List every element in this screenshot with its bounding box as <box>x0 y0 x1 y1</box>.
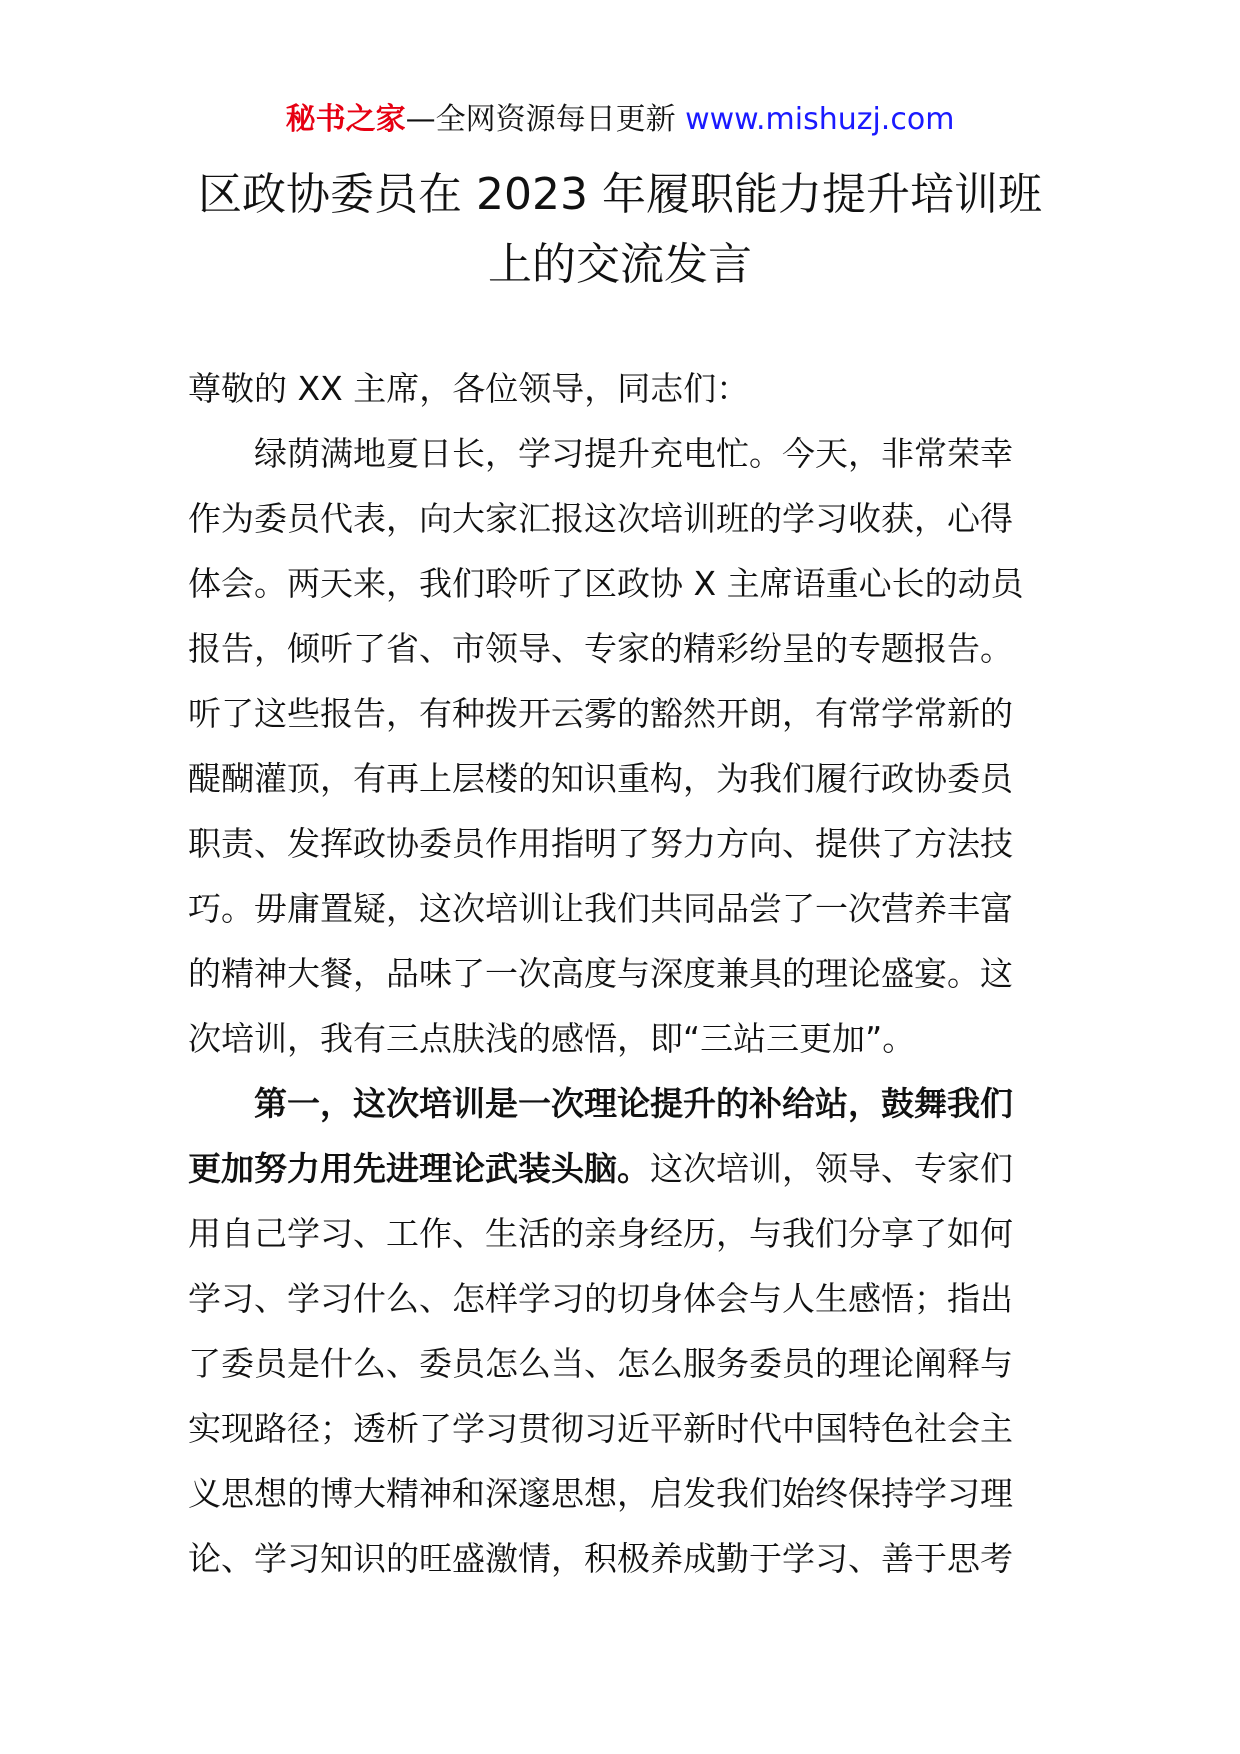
brand-name: 秘书之家 <box>285 102 406 137</box>
paragraph-line: 职责、发挥政协委员作用指明了努力方向、提供了方法技 <box>188 824 1013 863</box>
paragraph-line: 绿荫满地夏日长，学习提升充电忙。今天，非常荣幸 <box>254 434 1013 473</box>
paragraph-line: 体会。两天来，我们聆听了区政协 X 主席语重心长的动员 <box>188 564 1024 603</box>
salutation-line: 尊敬的 XX 主席，各位领导，同志们： <box>188 369 750 408</box>
document-title <box>150 160 1090 300</box>
paragraph-1 <box>188 421 1058 1071</box>
site-header <box>0 100 1240 140</box>
paragraph-line: 用自己学习、工作、生活的亲身经历，与我们分享了如何 <box>188 1214 1013 1253</box>
paragraph-2 <box>188 1071 1058 1591</box>
paragraph-line: 义思想的博大精神和深邃思想，启发我们始终保持学习理 <box>188 1474 1013 1513</box>
paragraph-line: 实现路径；透析了学习贯彻习近平新时代中国特色社会主 <box>188 1409 1013 1448</box>
title-line-1: 区政协委员在 2023 年履职能力提升培训班 <box>198 169 1042 220</box>
section-lead-continuation: 更加努力用先进理论武装头脑。 <box>188 1149 650 1188</box>
paragraph-line: 学习、学习什么、怎样学习的切身体会与人生感悟；指出 <box>188 1279 1013 1318</box>
paragraph-line: 巧。毋庸置疑，这次培训让我们共同品尝了一次营养丰富 <box>188 889 1013 928</box>
header-tagline: —全网资源每日更新 <box>405 102 676 137</box>
paragraph-line: 论、学习知识的旺盛激情，积极养成勤于学习、善于思考 <box>188 1539 1013 1578</box>
paragraph-line: 了委员是什么、委员怎么当、怎么服务委员的理论阐释与 <box>188 1344 1013 1383</box>
paragraph-line-rest: 这次培训，领导、专家们 <box>650 1149 1013 1188</box>
title-line-2: 上的交流发言 <box>488 239 752 290</box>
paragraph-line: 作为委员代表，向大家汇报这次培训班的学习收获，心得 <box>188 499 1013 538</box>
section-lead-line: 第一，这次培训是一次理论提升的补给站，鼓舞我们 <box>254 1084 1013 1123</box>
paragraph-line: 的精神大餐，品味了一次高度与深度兼具的理论盛宴。这 <box>188 954 1013 993</box>
paragraph-line: 报告，倾听了省、市领导、专家的精彩纷呈的专题报告。 <box>188 629 1013 668</box>
site-url[interactable]: www.mishuzj.com <box>675 102 955 137</box>
paragraph-line: 听了这些报告，有种拨开云雾的豁然开朗，有常学常新的 <box>188 694 1013 733</box>
paragraph-line: 醍醐灌顶，有再上层楼的知识重构，为我们履行政协委员 <box>188 759 1013 798</box>
salutation <box>188 356 1058 421</box>
document-body <box>188 356 1058 1591</box>
paragraph-line: 次培训，我有三点肤浅的感悟，即“三站三更加”。 <box>188 1019 916 1058</box>
paragraph-line <box>188 1136 1058 1201</box>
